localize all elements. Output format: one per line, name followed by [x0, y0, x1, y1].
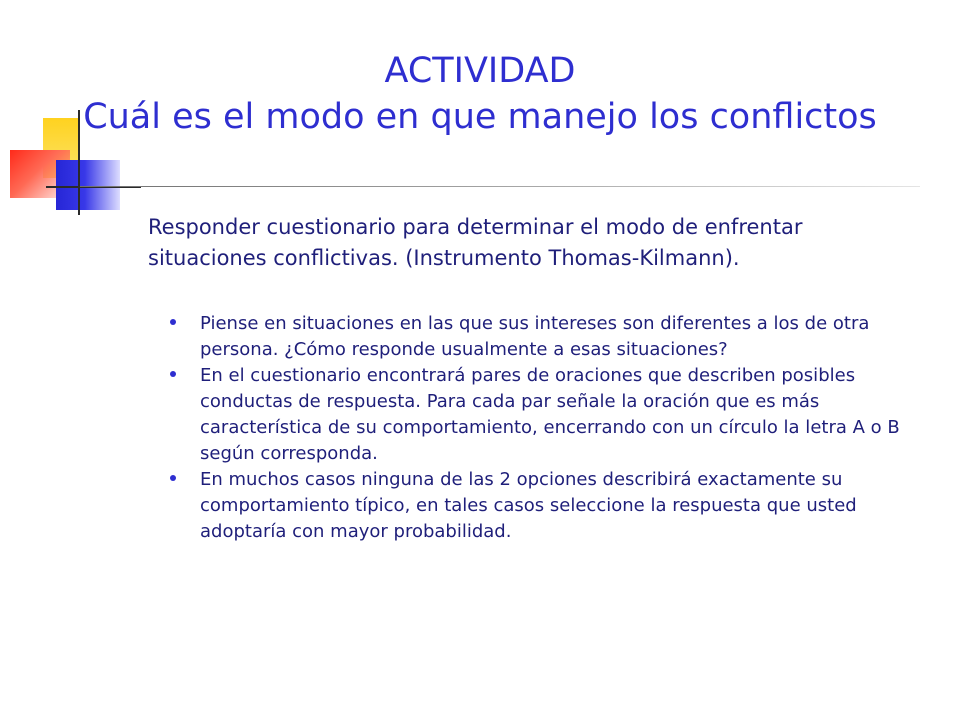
bullet-dot-icon [170, 475, 176, 481]
bullet-text: En el cuestionario encontrará pares de oraciones que describen posibles conductas de respuesta. Para cada par señale la oración que es más característica de su comportamiento, encerrando con un círculo la letra A o B según corresponda. [200, 365, 900, 464]
slide-title-line2: Cuál es el modo en que manejo los conflictos [83, 97, 877, 137]
bullet-dot-icon [170, 371, 176, 377]
title-divider [80, 186, 920, 187]
bullet-dot-icon [170, 319, 176, 325]
bullet-item [170, 363, 910, 467]
slide-title [40, 48, 920, 140]
blue-square-shape [56, 160, 120, 210]
bullet-item [170, 467, 910, 545]
slide-title-line1: ACTIVIDAD [384, 51, 576, 91]
bullet-item [170, 311, 910, 363]
bullet-text: En muchos casos ninguna de las 2 opciones describirá exactamente su comportamiento típico, en tales casos seleccione la respuesta que usted adoptaría con mayor probabilidad. [200, 469, 857, 542]
bullet-text: Piense en situaciones en las que sus intereses son diferentes a los de otra persona. ¿Cómo responde usualmente a esas situaciones? [200, 313, 870, 360]
intro-paragraph: Responder cuestionario para determinar el modo de enfrentar situaciones conflictivas. (Instrumento Thomas-Kilmann). [148, 215, 803, 270]
bullet-list [170, 311, 910, 545]
